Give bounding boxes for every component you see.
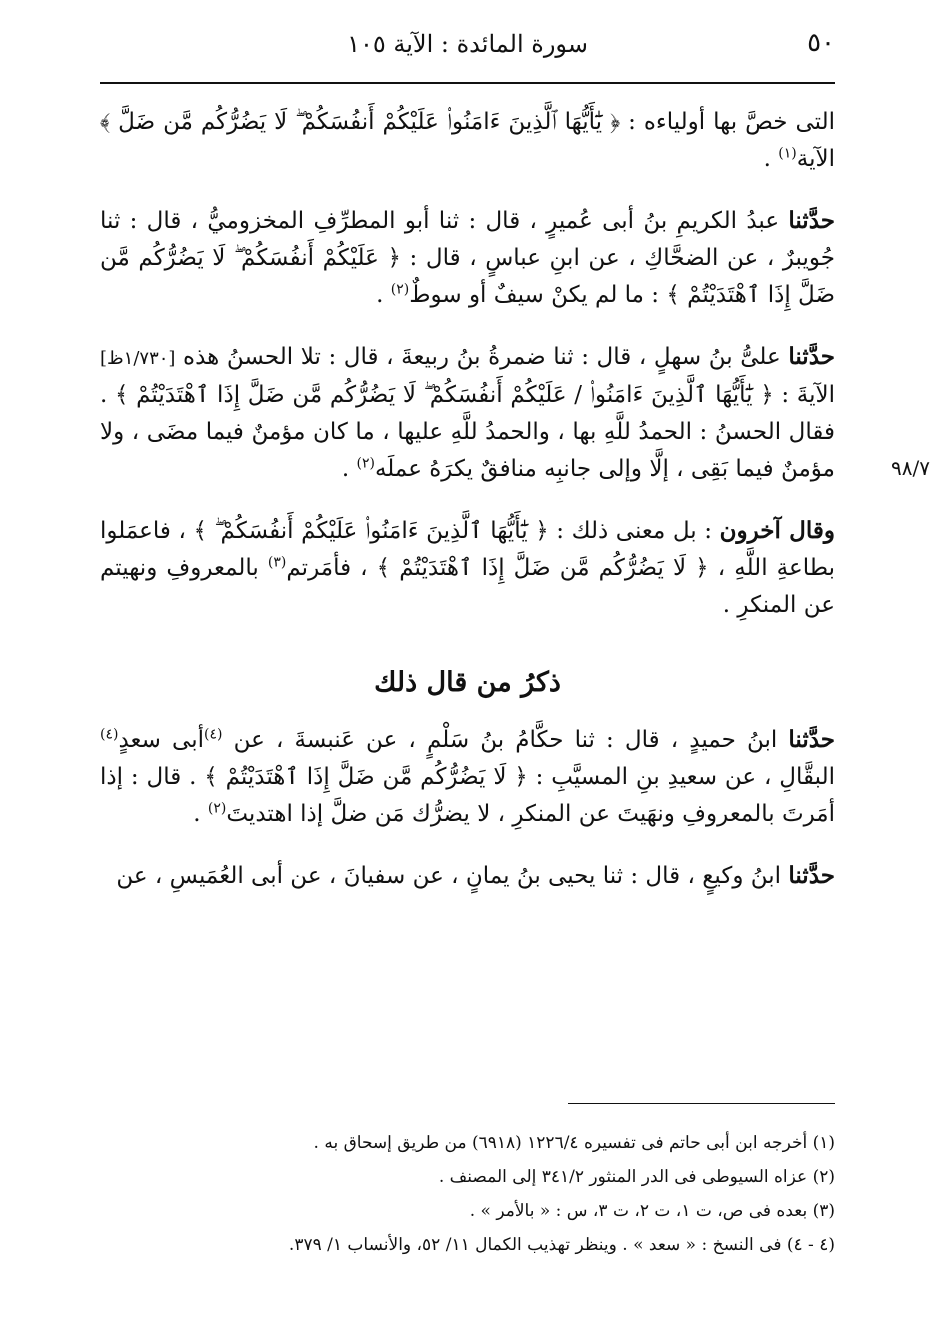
paragraph (100, 512, 835, 624)
paragraph-lead: حدَّثنا (788, 862, 835, 889)
paragraph-text: التى خصَّ بها أولياءه : ﴿ يَٰٓأَيُّهَا ٱلَّذِينَ ءَامَنُوا۟ عَلَيْكُمْ أَنفُسَكُمْ ۖ لَا يَضُرُّكُم مَّن ضَلَّ ﴾ الآية (100, 109, 835, 172)
manuscript-ref: [١/٧٣٠ظ] (100, 348, 176, 369)
paragraph (100, 104, 835, 178)
paragraph-text-cont: البقَّالِ ، عن سعيدِ بنِ المسيَّبِ : ﴿ لَا يَضُرُّكُم مَّن ضَلَّ إِذَا ٱهْتَدَيْتُمْ ﴾ . قال : إذا أمَرتَ بالمعروفِ ونهَيتَ عن المنكرِ ، لا يضرُّك مَن ضلَّ إذا اهتديتَ (100, 764, 835, 827)
footnote: (١) أخرجه ابن أبى حاتم فى تفسيره ١٢٢٦/٤ (٦٩١٨) من طريق إسحاق به . (313, 1133, 835, 1153)
footnote: (٤ - ٤) فى النسخ : « سعد » . وينظر تهذيب الكمال ١١/ ٥٢، والأنساب ١/ ٣٧٩. (288, 1235, 835, 1255)
paragraph-text: عبدُ الكريمِ بنُ أبى عُميرٍ ، قال : ثنا أبو المطرِّفِ المخزوميُّ ، قال : ثنا جُويبرٌ ، عن الضحَّاكِ ، عن ابنِ عباسٍ ، قال : ﴿ عَلَيْكُمْ أَنفُسَكُمْ ۖ لَا يَضُرُّكُم مَّن ضَلَّ إِذَا ٱهْتَدَيْتُمْ ﴾ : ما لم يكنْ سيفٌ أو سوطٌ (100, 208, 835, 308)
footnote-marker: (٢) (356, 455, 375, 472)
paragraph-lead: وقال آخرون (719, 517, 835, 544)
paragraph-tail: . (763, 146, 779, 172)
footnote-marker: (٣) (267, 554, 287, 571)
paragraph (100, 857, 835, 895)
paragraph-lead: حدَّثنا (788, 207, 835, 234)
paragraph-text: ابنُ حميدٍ ، قال : ثنا حكَّامُ بنُ سَلْمٍ ، عن عَنبسةَ ، عن (222, 727, 789, 753)
footnote: (٢) عزاه السيوطى فى الدر المنثور ٣٤١/٢ إلى المصنف . (438, 1167, 835, 1187)
paragraph (100, 202, 835, 314)
paragraph-tail: . (341, 456, 357, 482)
paragraph-text: علىُّ بنُ سهلٍ ، قال : ثنا ضمرةُ بنُ ربيعةَ ، قال : تلا الحسنُ هذه (175, 344, 789, 370)
paragraph-text-cont: الآيةَ : ﴿ يَٰٓأَيُّهَا ٱلَّذِينَ ءَامَنُوا۟ / عَلَيْكُمْ أَنفُسَكُمْ ۖ لَا يَضُرُّكُم مَّن ضَلَّ إِذَا ٱهْتَدَيْتُمْ ﴾ . فقال الحسنُ : الحمدُ للَّهِ بها ، والحمدُ للَّهِ عليها ، ما كان مؤمنٌ فيما مضَى ، ولا مؤمنٌ فيما بَقِى ، إلَّا وإلى جانبِه منافقٌ يكرَهُ عملَه (100, 382, 835, 482)
paragraph-text: : بل معنى ذلك : ﴿ يَٰٓأَيُّهَا ٱلَّذِينَ ءَامَنُوا۟ عَلَيْكُمْ أَنفُسَكُمْ ۖ ﴾ ، فاعمَلوا بطاعةِ اللَّهِ ، ﴿ لَا يَضُرُّكُم مَّن ضَلَّ إِذَا ٱهْتَدَيْتُمْ ﴾ ، فأمَرتم (100, 518, 835, 581)
running-title: سورة المائدة : الآية ١٠٥ (347, 30, 588, 58)
footnote-rule (568, 1103, 835, 1104)
section-heading: ذكرُ من قال ذلك (374, 667, 561, 698)
paragraph (100, 338, 835, 488)
paragraph-lead: حدَّثنا (788, 726, 836, 753)
footnote: (٣) بعده فى ص، ت ١، ت ٢، ت ٣، س : « بالأمر » . (469, 1201, 835, 1221)
footnotes (100, 1126, 835, 1262)
main-text (100, 104, 835, 919)
page-header (100, 22, 835, 70)
header-rule (100, 82, 835, 84)
paragraph-tail: . (193, 801, 208, 827)
paragraph-tail: بالمعروفِ ونهيتم عن المنكرِ . (100, 555, 835, 618)
footnote-marker: (١) (778, 145, 797, 162)
footnote-marker: (٤) (100, 726, 119, 743)
paragraph-text-cont: أبى سعدٍ (118, 727, 204, 753)
footnote-marker: (٤) (204, 726, 223, 743)
paragraph-lead: حدَّثنا (788, 343, 835, 370)
footnote-marker: (٢) (390, 281, 410, 298)
footnote-marker: (٢) (207, 800, 227, 817)
paragraph-text: ابنُ وكيعٍ ، قال : ثنا يحيى بنُ يمانٍ ، عن سفيانَ ، عن أبى العُمَيسِ ، عن (116, 863, 789, 889)
paragraph (100, 721, 835, 833)
paragraph-tail: . (376, 282, 391, 308)
page-number: ٥٠ (807, 28, 835, 58)
margin-note: ٩٨/٧ (891, 456, 930, 480)
